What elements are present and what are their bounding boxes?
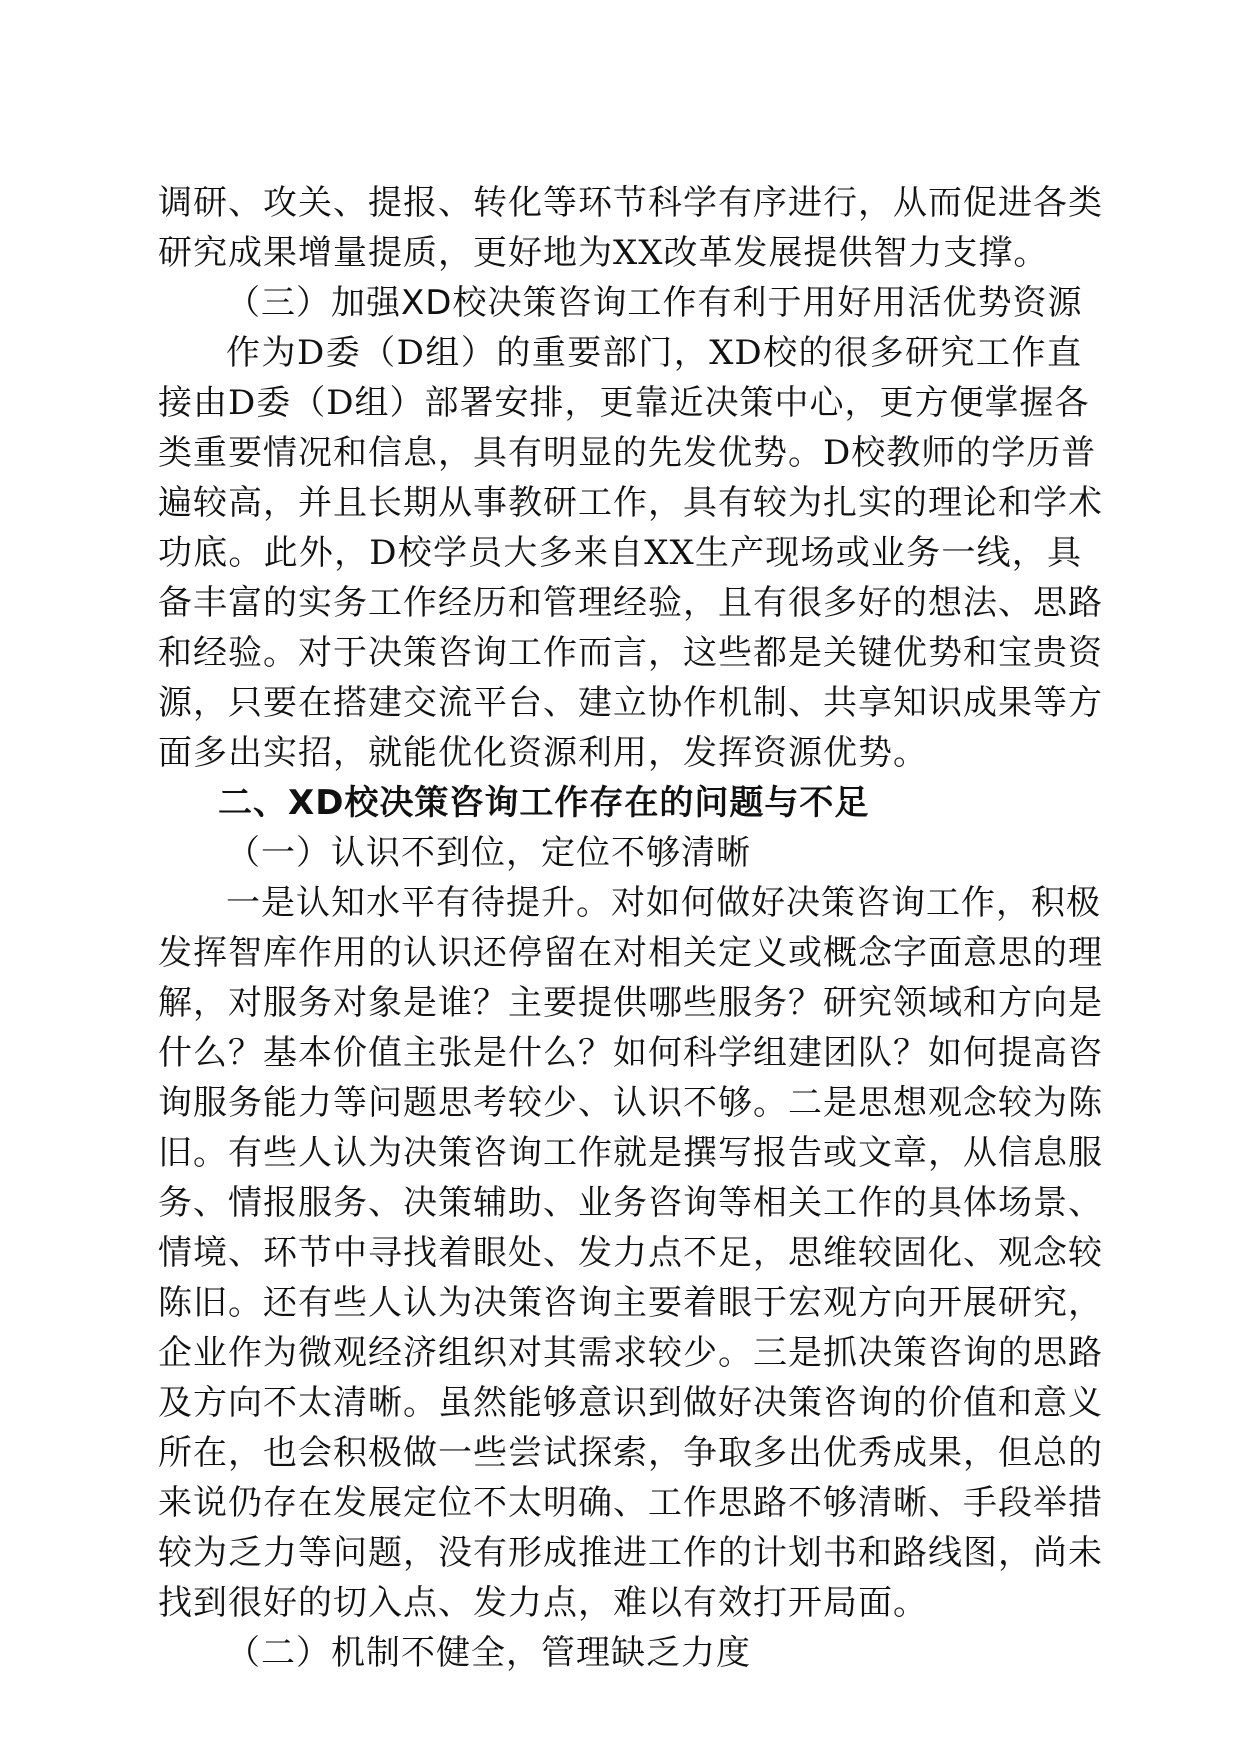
paragraph xyxy=(158,878,1103,1628)
text-line: 找到很好的切入点、发力点，难以有效打开局面。 xyxy=(158,1583,928,1623)
text-line: 企业作为微观经济组织对其需求较少。三是抓决策咨询的思路 xyxy=(158,1333,1103,1373)
text-line: 遍较高，并且长期从事教研工作，具有较为扎实的理论和学术 xyxy=(158,483,1103,523)
text-line: 备丰富的实务工作经历和管理经验，且有很多好的想法、思路 xyxy=(158,583,1103,623)
text-line: 陈旧。还有些人认为决策咨询主要着眼于宏观方向开展研究， xyxy=(158,1283,1103,1323)
text-line: 作为D委（D组）的重要部门，XD校的很多研究工作直 xyxy=(226,333,1082,373)
text-line: 面多出实招，就能优化资源利用，发挥资源优势。 xyxy=(158,733,928,773)
paragraph xyxy=(158,328,1103,778)
text-line: 务、情报服务、决策辅助、业务咨询等相关工作的具体场景、 xyxy=(158,1183,1103,1223)
paragraph xyxy=(158,178,1103,278)
section-subheading: （三）加强XD校决策咨询工作有利于用好用活优势资源 xyxy=(226,283,1083,323)
text-line: 一是认知水平有待提升。对如何做好决策咨询工作，积极 xyxy=(226,883,1101,923)
section-subheading: （一）认识不到位，定位不够清晰 xyxy=(226,833,751,873)
text-line: 源，只要在搭建交流平台、建立协作机制、共享知识成果等方 xyxy=(158,683,1103,723)
text-line: 研究成果增量提质，更好地为XX改革发展提供智力支撑。 xyxy=(158,233,1049,273)
text-line: 询服务能力等问题思考较少、认识不够。二是思想观念较为陈 xyxy=(158,1083,1103,1123)
section-heading: 二、XD校决策咨询工作存在的问题与不足 xyxy=(218,783,870,823)
text-line: 和经验。对于决策咨询工作而言，这些都是关键优势和宝贵资 xyxy=(158,633,1103,673)
text-line: 类重要情况和信息，具有明显的先发优势。D校教师的学历普 xyxy=(158,433,1097,473)
section-subheading: （二）机制不健全，管理缺乏力度 xyxy=(226,1633,751,1673)
text-line: 及方向不太清晰。虽然能够意识到做好决策咨询的价值和意义 xyxy=(158,1383,1103,1423)
text-line: 解，对服务对象是谁？主要提供哪些服务？研究领域和方向是 xyxy=(158,983,1103,1023)
text-line: 发挥智库作用的认识还停留在对相关定义或概念字面意思的理 xyxy=(158,933,1103,973)
text-line: 什么？基本价值主张是什么？如何科学组建团队？如何提高咨 xyxy=(158,1033,1103,1073)
text-line: 接由D委（D组）部署安排，更靠近决策中心，更方便掌握各 xyxy=(158,383,1090,423)
text-line: 功底。此外，D校学员大多来自XX生产现场或业务一线，具 xyxy=(158,533,1082,573)
text-line: 调研、攻关、提报、转化等环节科学有序进行，从而促进各类 xyxy=(158,183,1103,223)
text-line: 较为乏力等问题，没有形成推进工作的计划书和路线图，尚未 xyxy=(158,1533,1103,1573)
text-line: 所在，也会积极做一些尝试探索，争取多出优秀成果，但总的 xyxy=(158,1433,1103,1473)
text-line: 情境、环节中寻找着眼处、发力点不足，思维较固化、观念较 xyxy=(158,1233,1103,1273)
text-line: 旧。有些人认为决策咨询工作就是撰写报告或文章，从信息服 xyxy=(158,1133,1103,1173)
text-line: 来说仍存在发展定位不太明确、工作思路不够清晰、手段举措 xyxy=(158,1483,1103,1523)
document-page xyxy=(158,178,1103,1678)
